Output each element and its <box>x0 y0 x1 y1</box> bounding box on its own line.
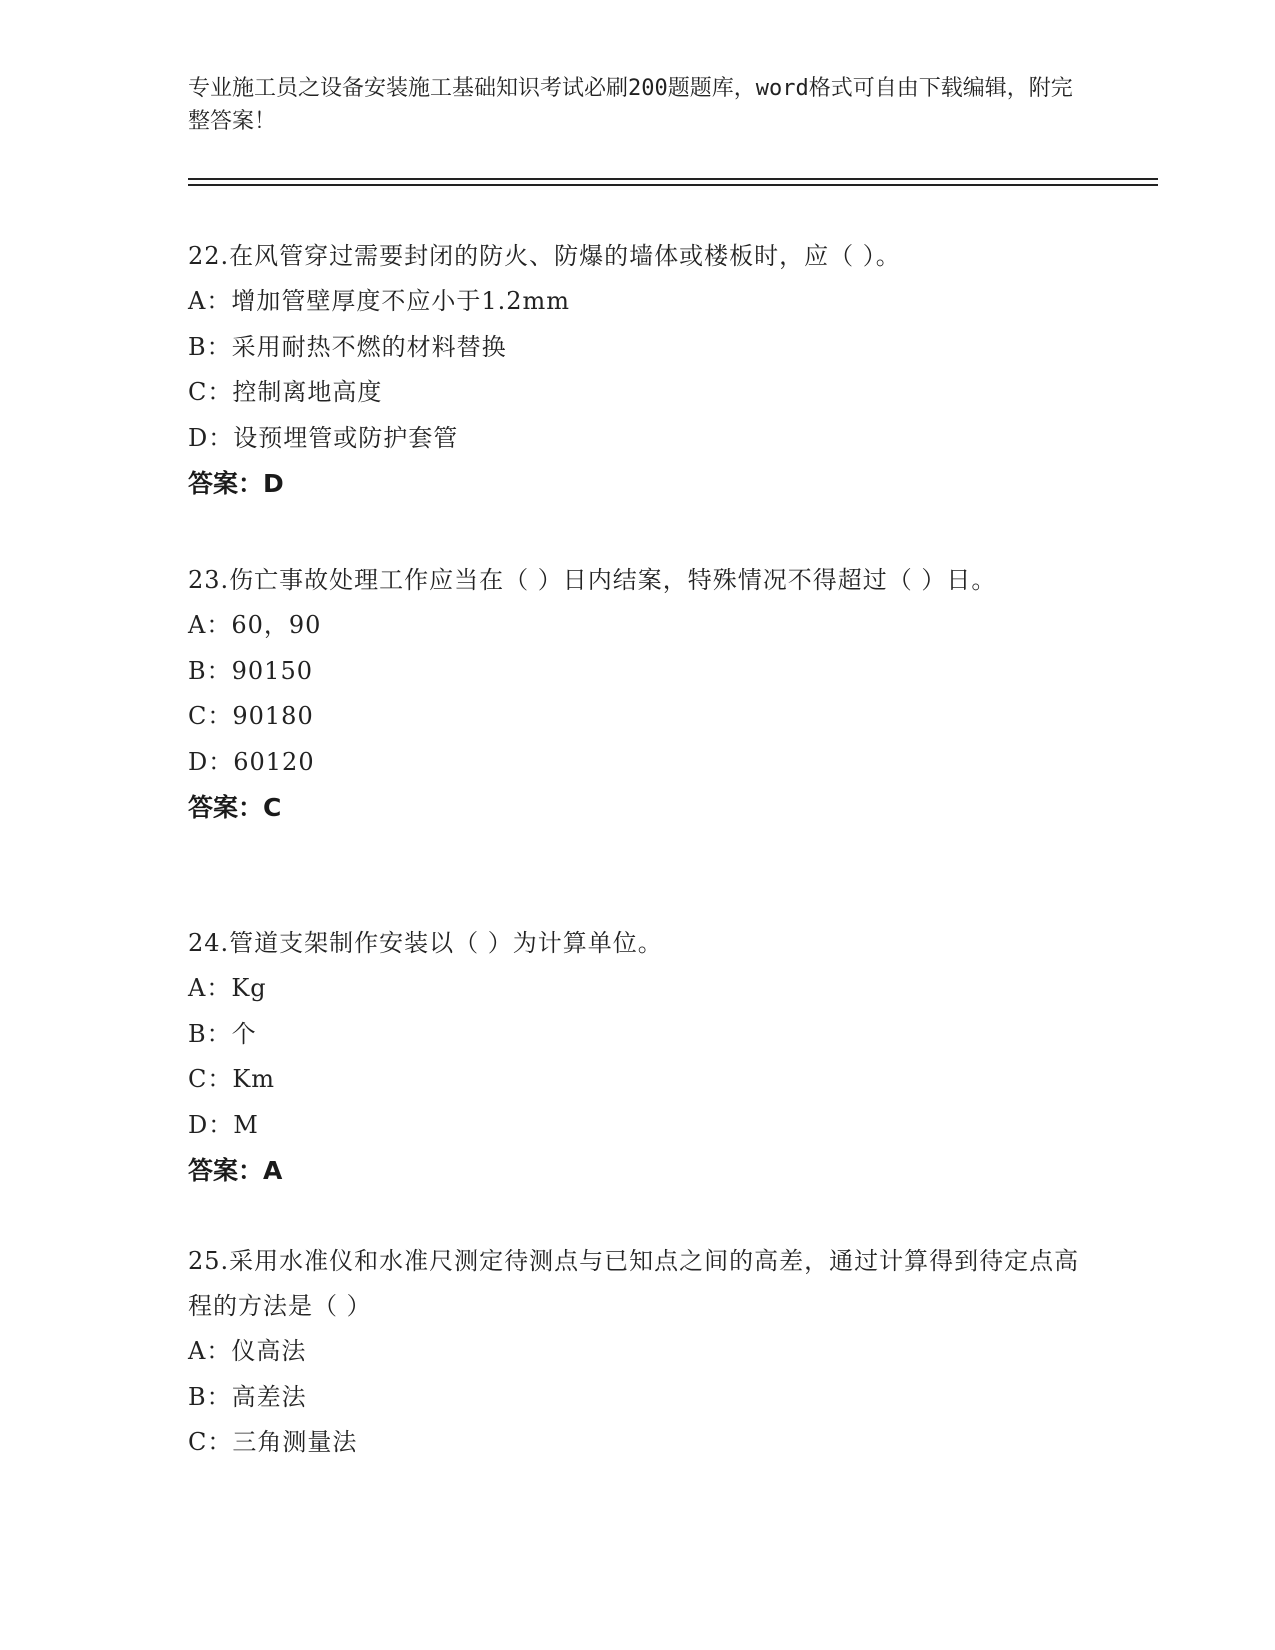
option-c: C：三角测量法 <box>188 1428 358 1456</box>
answer-value: C <box>263 793 282 822</box>
question-stem: 24.管道支架制作安装以（ ）为计算单位。 <box>188 929 663 957</box>
answer-value: A <box>263 1156 283 1185</box>
option-a: A：增加管壁厚度不应小于1.2mm <box>188 287 571 315</box>
answer-line <box>188 785 1088 830</box>
answer-label: 答案： <box>188 1156 264 1185</box>
option-b: B：90150 <box>188 656 313 685</box>
answer-line <box>188 461 1088 506</box>
question-23 <box>188 558 1088 830</box>
header-divider-bottom <box>188 184 1158 186</box>
question-stem: 23.伤亡事故处理工作应当在（ ）日内结案，特殊情况不得超过（ ）日。 <box>188 566 997 594</box>
answer-value: D <box>263 469 284 498</box>
option-b: B：采用耐热不燃的材料替换 <box>188 332 507 361</box>
question-stem: 25.采用水准仪和水准尺测定待测点与已知点之间的高差，通过计算得到待定点高程的方法是（ ） <box>188 1247 1080 1320</box>
answer-label: 答案： <box>188 793 264 822</box>
option-c: C：Km <box>188 1065 276 1093</box>
answer-label: 答案： <box>188 469 264 498</box>
document-header <box>188 72 1088 138</box>
option-b: B：高差法 <box>188 1382 307 1411</box>
option-d: D：M <box>188 1110 259 1139</box>
answer-line <box>188 1148 1088 1193</box>
option-a: A：Kg <box>188 974 267 1002</box>
question-24 <box>188 921 1088 1193</box>
question-stem: 22.在风管穿过需要封闭的防火、防爆的墙体或楼板时，应（ ）。 <box>188 242 901 270</box>
option-b: B：个 <box>188 1019 257 1048</box>
option-a: A：仪高法 <box>188 1337 307 1365</box>
option-d: D：设预埋管或防护套管 <box>188 423 459 452</box>
question-25 <box>188 1239 1088 1466</box>
option-a: A：60，90 <box>188 611 322 639</box>
option-c: C：90180 <box>188 702 314 730</box>
question-22 <box>188 234 1088 506</box>
header-divider-top <box>188 178 1158 180</box>
option-d: D：60120 <box>188 747 315 776</box>
option-c: C：控制离地高度 <box>188 378 383 406</box>
header-text: 专业施工员之设备安装施工基础知识考试必刷200题题库，word格式可自由下载编辑，附完整答案！ <box>188 76 1073 134</box>
